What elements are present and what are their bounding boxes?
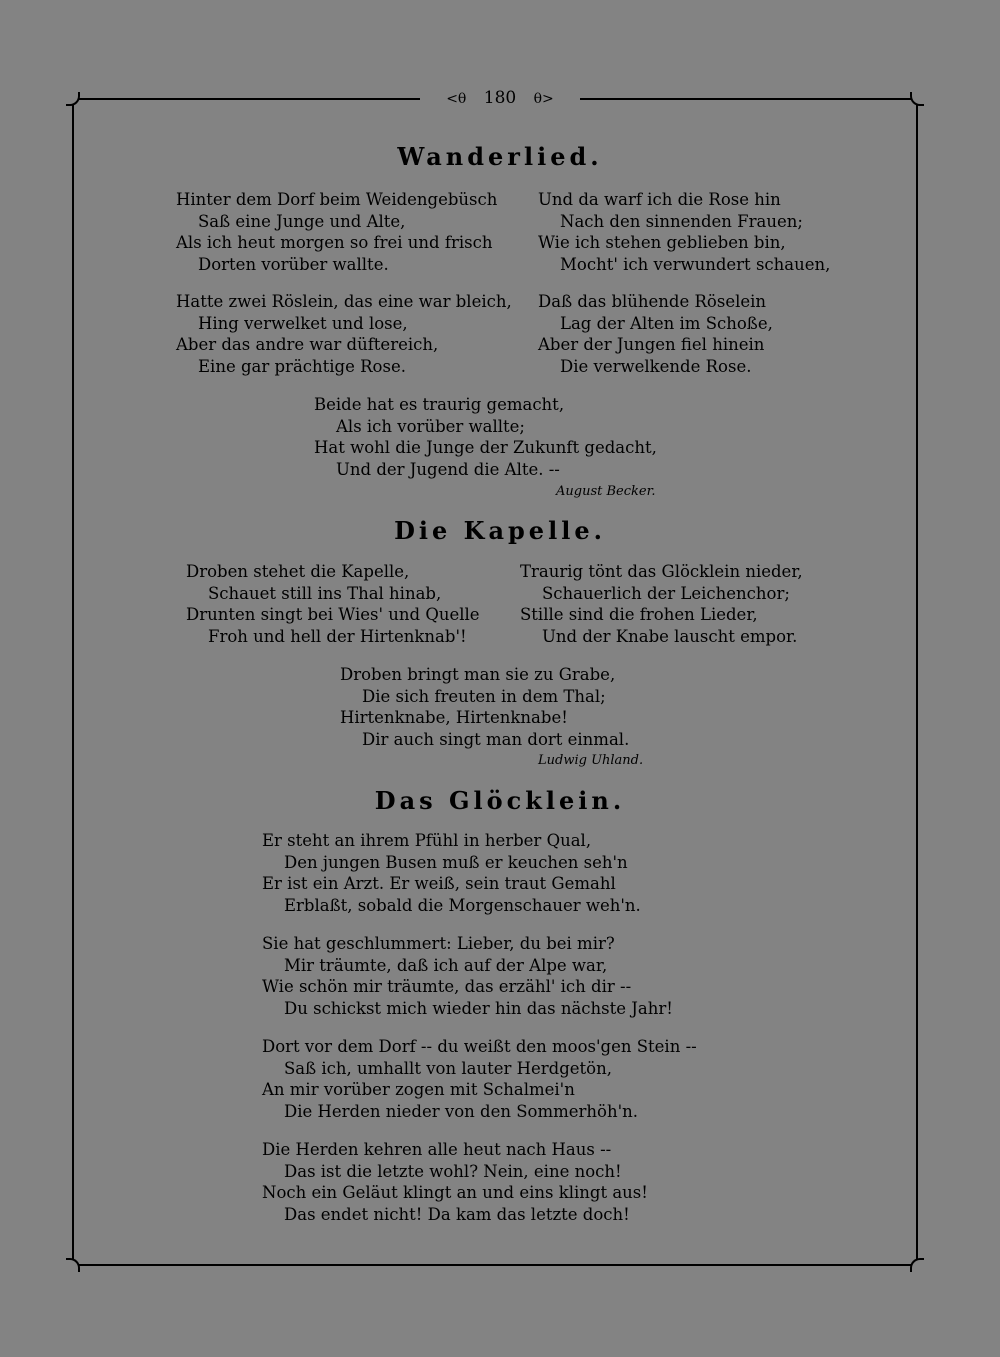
verse-line: Dort vor dem Dorf -- du weißt den moos'gen Stein -- — [262, 1037, 697, 1056]
verse-line: Das endet nicht! Da kam das letzte doch! — [284, 1204, 630, 1224]
poem-title: Die Kapelle. — [394, 516, 606, 545]
verse-line: An mir vorüber zogen mit Schalmei'n — [262, 1080, 575, 1099]
frame-corner-ornament — [910, 92, 924, 106]
verse-line: Er steht an ihrem Pfühl in herber Qual, — [262, 831, 592, 850]
stanza — [176, 189, 497, 275]
verse-line: Als ich heut morgen so frei und frisch — [176, 233, 493, 252]
verse-line: Dorten vorüber wallte. — [198, 254, 389, 274]
verse-line: Die sich freuten in dem Thal; — [362, 686, 606, 706]
left-ornament-icon: <θ — [446, 90, 467, 107]
page-number-header — [420, 86, 580, 110]
verse-line: Die verwelkende Rose. — [560, 356, 752, 376]
verse-line: Erblaßt, sobald die Morgenschauer weh'n. — [284, 895, 641, 915]
verse-line: Froh und hell der Hirtenknab'! — [208, 626, 467, 646]
stanza — [262, 933, 673, 1019]
page-number: 180 — [483, 88, 517, 108]
right-ornament-icon: θ> — [533, 90, 554, 107]
verse-line: Beide hat es traurig gemacht, — [314, 395, 565, 414]
verse-line: Droben stehet die Kapelle, — [186, 562, 410, 581]
stanza — [186, 561, 480, 647]
verse-line: Saß eine Junge und Alte, — [198, 211, 406, 231]
verse-line: Schauet still ins Thal hinab, — [208, 583, 442, 603]
verse-line: Aber der Jungen fiel hinein — [538, 335, 765, 354]
verse-line: Hing verwelket und lose, — [198, 313, 408, 333]
poem-author: August Becker. — [556, 484, 656, 499]
verse-line: Und da warf ich die Rose hin — [538, 190, 781, 209]
verse-line: Wie schön mir träumte, das erzähl' ich dir -- — [262, 977, 632, 996]
verse-line: Die Herden nieder von den Sommerhöh'n. — [284, 1101, 638, 1121]
verse-line: Und der Knabe lauscht empor. — [542, 626, 798, 646]
verse-line: Den jungen Busen muß er keuchen seh'n — [284, 852, 628, 872]
stanza — [538, 291, 773, 377]
verse-line: Drunten singt bei Wies' und Quelle — [186, 605, 480, 624]
frame-corner-ornament — [66, 92, 80, 106]
verse-line: Hat wohl die Junge der Zukunft gedacht, — [314, 438, 657, 457]
verse-line: Stille sind die frohen Lieder, — [520, 605, 758, 624]
verse-line: Droben bringt man sie zu Grabe, — [340, 665, 616, 684]
verse-line: Als ich vorüber wallte; — [336, 416, 525, 436]
verse-line: Nach den sinnenden Frauen; — [560, 211, 803, 231]
verse-line: Saß ich, umhallt von lauter Herdgetön, — [284, 1058, 612, 1078]
stanza — [520, 561, 803, 647]
verse-line: Lag der Alten im Schoße, — [560, 313, 773, 333]
poem-title: Wanderlied. — [397, 142, 603, 171]
verse-line: Er ist ein Arzt. Er weiß, sein traut Gemahl — [262, 874, 616, 893]
verse-line: Hatte zwei Röslein, das eine war bleich, — [176, 292, 512, 311]
verse-line: Dir auch singt man dort einmal. — [362, 729, 630, 749]
stanza — [538, 189, 830, 275]
stanza — [176, 291, 512, 377]
stanza — [262, 1139, 648, 1225]
verse-line: Sie hat geschlummert: Lieber, du bei mir? — [262, 934, 615, 953]
poem-author: Ludwig Uhland. — [538, 753, 644, 768]
verse-line: Und der Jugend die Alte. -- — [336, 459, 560, 479]
stanza — [262, 830, 641, 916]
frame-corner-ornament — [66, 1258, 80, 1272]
verse-line: Du schickst mich wieder hin das nächste Jahr! — [284, 998, 673, 1018]
verse-line: Die Herden kehren alle heut nach Haus -- — [262, 1140, 612, 1159]
stanza — [314, 394, 657, 480]
verse-line: Mir träumte, daß ich auf der Alpe war, — [284, 955, 608, 975]
verse-line: Traurig tönt das Glöcklein nieder, — [520, 562, 803, 581]
verse-line: Aber das andre war düftereich, — [176, 335, 439, 354]
poem-title: Das Glöcklein. — [374, 786, 626, 815]
stanza — [262, 1036, 697, 1122]
verse-line: Hinter dem Dorf beim Weidengebüsch — [176, 190, 498, 209]
frame-corner-ornament — [910, 1258, 924, 1272]
verse-line: Mocht' ich verwundert schauen, — [560, 254, 831, 274]
verse-line: Eine gar prächtige Rose. — [198, 356, 406, 376]
verse-line: Wie ich stehen geblieben bin, — [538, 233, 786, 252]
verse-line: Schauerlich der Leichenchor; — [542, 583, 790, 603]
verse-line: Noch ein Geläut klingt an und eins klingt aus! — [262, 1183, 648, 1202]
verse-line: Hirtenknabe, Hirtenknabe! — [340, 708, 568, 727]
stanza — [340, 664, 629, 750]
verse-line: Daß das blühende Röselein — [538, 292, 767, 311]
verse-line: Das ist die letzte wohl? Nein, eine noch! — [284, 1161, 622, 1181]
